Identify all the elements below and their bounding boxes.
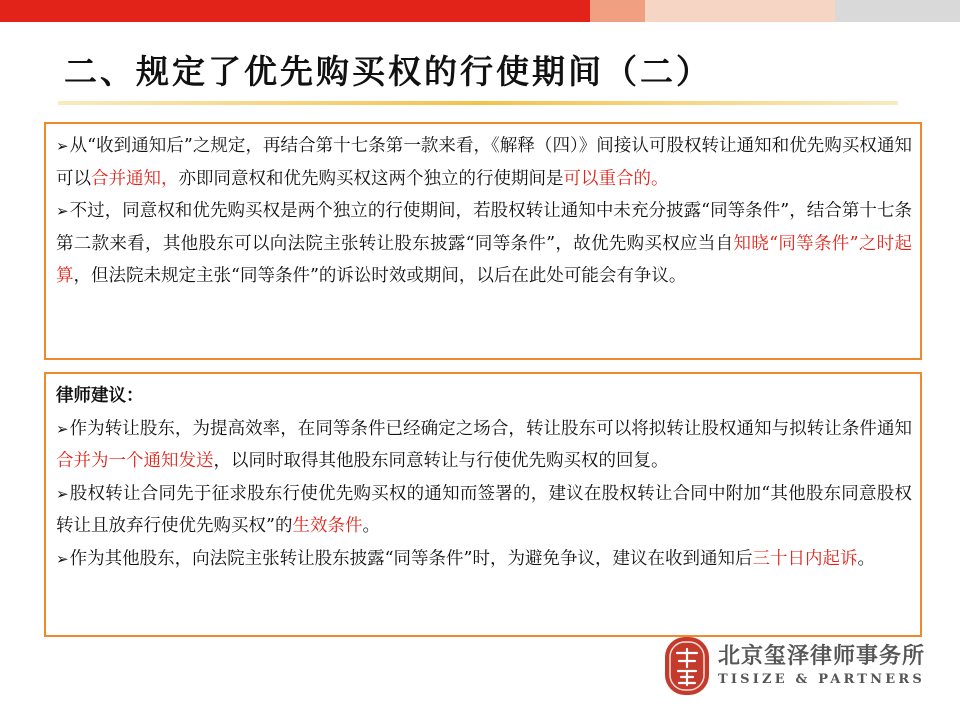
analysis-paragraph-2: ➢不过，同意权和优先购买权是两个独立的行使期间，若股权转让通知中未充分披露“同等条件”，结合第十七条第二款来看，其他股东可以向法院主张转让股东披露“同等条件”，故优先购买权应当自知晓“同等条件”之时起算，但法院未规定主张“同等条件”的诉讼时效或期间，以后在此处可能会有争议。 (56, 201, 912, 286)
analysis-box (44, 122, 922, 360)
title-underline (58, 101, 898, 105)
bullet-arrow-icon: ➢ (56, 484, 69, 503)
highlight-text: 三十日内起诉 (752, 548, 858, 569)
advice-paragraph-3: ➢作为其他股东，向法院主张转让股东披露“同等条件”时，为避免争议，建议在收到通知后三十日内起诉。 (56, 548, 875, 569)
advice-heading: 律师建议： (56, 386, 144, 406)
highlight-text: 可以重合的。 (563, 168, 669, 189)
top-bar-peach-segment (645, 0, 835, 22)
top-bar-gray-segment (835, 0, 960, 22)
advice-paragraph-1: ➢作为转让股东，为提高效率，在同等条件已经确定之场合，转让股东可以将拟转让股权通知与拟转让条件通知合并为一个通知发送，以同时取得其他股东同意转让与行使优先购买权的回复。 (56, 418, 912, 471)
top-decorative-bar (0, 0, 960, 22)
firm-name-chinese: 北京玺泽律师事务所 (718, 644, 926, 669)
top-bar-orange-segment (590, 0, 645, 22)
analysis-paragraph-1: ➢从“收到通知后”之规定，再结合第十七条第一款来看，《解释（四）》间接认可股权转让通知和优先购买权通知可以合并通知，亦即同意权和优先购买权这两个独立的行使期间是可以重合的。 (56, 136, 912, 189)
bullet-arrow-icon: ➢ (56, 137, 69, 155)
top-bar-red-segment (0, 0, 590, 22)
bullet-arrow-icon: ➢ (56, 202, 69, 220)
highlight-text: 合并为一个通知发送 (56, 451, 214, 471)
bullet-arrow-icon: ➢ (56, 419, 69, 438)
slide-title: 二、规定了优先购买权的行使期间（二） (64, 52, 712, 91)
highlight-text: 知晓“同等条件”之时起算 (56, 233, 912, 286)
highlight-text: 生效条件 (292, 516, 363, 536)
seal-icon (665, 637, 709, 695)
bullet-arrow-icon: ➢ (56, 549, 69, 568)
lawyer-advice-box (44, 372, 922, 637)
advice-paragraph-2: ➢股权转让合同先于征求股东行使优先购买权的通知而签署的，建议在股权转让合同中附加“其他股东同意股权转让且放弃行使优先购买权”的生效条件。 (56, 483, 912, 536)
firm-name-english: TISIZE & PARTNERS (718, 672, 925, 687)
highlight-text: 合并通知， (91, 168, 179, 189)
